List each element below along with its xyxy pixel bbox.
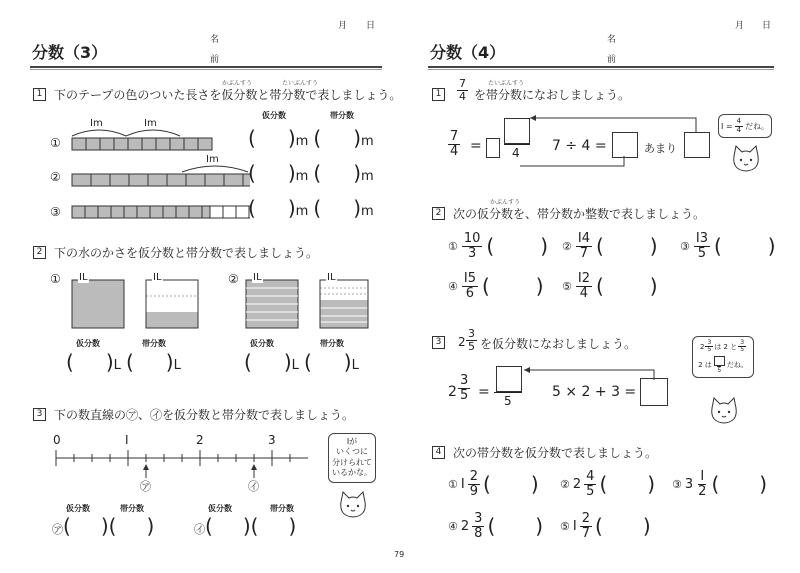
mixed-whole: 2 — [458, 335, 466, 349]
row-label: ② — [50, 170, 61, 184]
question-fraction: $\frac{7}{4}$ — [459, 77, 466, 103]
water-cups — [70, 272, 370, 332]
mark-i: ㋑ — [248, 480, 259, 493]
question-text: を帯分数になおしましょう。 — [474, 88, 631, 102]
denominator: 5 — [504, 394, 512, 408]
ruby: かぶんすう — [222, 80, 253, 87]
col-taibun: 帯分数 — [120, 504, 144, 513]
tape-row-1 — [72, 130, 212, 150]
col-taibun: 帯分数 — [320, 339, 344, 348]
eq-whole: 2 — [448, 384, 457, 400]
question-number: 3 — [33, 408, 46, 421]
eq-fraction: $\frac{3}{5}$ — [460, 373, 469, 403]
answer-cups-2[interactable]: ( )L ( )L — [244, 350, 359, 374]
header-rule — [30, 66, 382, 70]
col-taibun: 帯分数 — [142, 339, 166, 348]
tick-label: I — [125, 433, 129, 447]
cup-label: IL — [253, 272, 262, 283]
question-text: 下の数直線の㋐、㋑を仮分数と帯分数で表しましょう。 — [54, 408, 355, 422]
col-kabun: 仮分数 — [208, 504, 232, 513]
ruby: かぶんすう — [490, 199, 521, 206]
cat-icon — [730, 144, 762, 174]
question-number: 3 — [432, 336, 445, 349]
question-text: 次の仮分数を、帯分数か整数で表しましょう。 — [453, 207, 706, 221]
question-text: 下のテープの色のついた長さを仮分数と帯分数で表しましょう。 — [54, 88, 402, 102]
cup-label: IL — [79, 272, 88, 283]
mark-a: ㋐ — [140, 480, 151, 493]
amari-label: あまり — [644, 142, 677, 155]
answer-a[interactable]: ㋐( )( ) — [52, 514, 155, 538]
q2-item-2[interactable]: ② $\frac{I4}{7}$ ( ) — [562, 231, 658, 261]
col-taibun: 帯分数 — [330, 111, 354, 120]
page-title: 分数（4） — [430, 43, 506, 62]
bracket-label: Im — [206, 154, 219, 165]
denominator: 4 — [512, 146, 520, 160]
ruby: たいぶんすう — [488, 80, 525, 87]
q2-item-3[interactable]: ③ $\frac{I3}{5}$ ( ) — [680, 231, 776, 261]
answer-cups-1[interactable]: ( )L ( )L — [66, 350, 181, 374]
hint-speech-bubble: I = $\frac{4}{4}$ だね。 — [718, 114, 772, 138]
cup-2b — [320, 280, 368, 328]
arrow-line — [520, 364, 660, 384]
col-kabun: 仮分数 — [76, 339, 100, 348]
question-number: 1 — [33, 88, 46, 101]
hint-speech-bubble: Iが いくつに 分けられて いるかな。 — [328, 433, 376, 483]
mixed-fraction: $\frac{3}{5}$ — [468, 327, 475, 353]
q4-item-4[interactable]: ④ 2 $\frac{3}{8}$ ( ) — [448, 511, 544, 541]
ruby: たいぶんすう — [282, 80, 319, 87]
hint-speech-bubble: 2 $\frac{3}{5}$ は 2 と $\frac{3}{5}$ 2 は 5 だね。 — [692, 336, 754, 378]
col-kabun: 仮分数 — [66, 504, 90, 513]
question-text: 下の水のかさを仮分数と帯分数で表しましょう。 — [54, 246, 319, 260]
name-label-top: 名 — [210, 35, 220, 45]
calc-expression: 5 × 2 + 3 = — [552, 384, 637, 400]
tape-diagrams — [30, 110, 250, 220]
whole-answer-box[interactable] — [486, 138, 500, 158]
question-number: 1 — [432, 88, 445, 101]
tick-label: 0 — [53, 433, 61, 447]
question-number: 2 — [432, 207, 445, 220]
question-number: 4 — [432, 446, 445, 459]
day-label: 日 — [762, 21, 772, 31]
cup-label: IL — [153, 272, 162, 283]
cup-2a — [246, 280, 298, 328]
col-kabun: 仮分数 — [250, 339, 274, 348]
question-text: 次の帯分数を仮分数で表しましょう。 — [453, 446, 658, 460]
answer-row-1[interactable]: ( )m ( )m — [248, 126, 374, 150]
equals: = — [478, 384, 490, 400]
tick-label: 3 — [268, 433, 276, 447]
q4-item-3[interactable]: ③ 3 $\frac{I}{2}$ ( ) — [672, 469, 768, 499]
bracket-label: Im — [144, 118, 157, 129]
answer-row-3[interactable]: ( )m ( )m — [248, 196, 374, 220]
answer-row-2[interactable]: ( )m ( )m — [248, 161, 374, 185]
q2-item-4[interactable]: ④ $\frac{I5}{6}$ ( ) — [448, 271, 544, 301]
fraction-bar — [494, 392, 522, 393]
col-kabun: 仮分数 — [262, 111, 286, 120]
q2-item-1[interactable]: ① $\frac{10}{3}$ ( ) — [448, 231, 549, 261]
number-line — [50, 442, 312, 482]
tape-row-3 — [72, 206, 250, 218]
day-label: 日 — [366, 21, 376, 31]
name-label-bottom: 前 — [210, 55, 220, 65]
row-label: ③ — [50, 205, 61, 219]
month-label: 月 — [338, 21, 348, 31]
cat-icon — [337, 490, 369, 520]
page-title: 分数（3） — [32, 43, 108, 62]
header-rule — [428, 66, 774, 70]
equals: = — [470, 138, 482, 154]
q4-item-5[interactable]: ⑤ I $\frac{2}{7}$ ( ) — [560, 511, 651, 541]
row-label: ① — [50, 136, 61, 150]
item-label: ② — [228, 272, 239, 286]
arrow-lines — [520, 112, 700, 172]
cup-1b — [146, 280, 198, 328]
page-number: 79 — [394, 550, 405, 559]
tick-label: 2 — [196, 433, 204, 447]
q4-item-1[interactable]: ① I $\frac{2}{9}$ ( ) — [448, 469, 539, 499]
eq-fraction: $\frac{7}{4}$ — [450, 129, 459, 159]
division-expression: 7 ÷ 4 = — [552, 138, 607, 154]
cat-icon — [708, 396, 740, 426]
numerator-answer-box[interactable] — [496, 366, 522, 392]
q2-item-5[interactable]: ⑤ $\frac{I2}{4}$ ( ) — [562, 271, 658, 301]
answer-i[interactable]: ㋑( )( ) — [194, 514, 297, 538]
q4-item-2[interactable]: ② 2 $\frac{4}{5}$ ( ) — [560, 469, 656, 499]
month-label: 月 — [735, 21, 745, 31]
cup-1a — [72, 280, 124, 328]
cup-label: IL — [327, 272, 336, 283]
name-label-top: 名 — [607, 35, 617, 45]
name-label-bottom: 前 — [607, 55, 617, 65]
question-number: 2 — [33, 246, 46, 259]
question-text: を仮分数になおしましょう。 — [480, 337, 637, 351]
item-label: ① — [50, 272, 61, 286]
tape-row-2 — [72, 166, 250, 186]
bracket-label: Im — [90, 118, 103, 129]
col-taibun: 帯分数 — [270, 504, 294, 513]
